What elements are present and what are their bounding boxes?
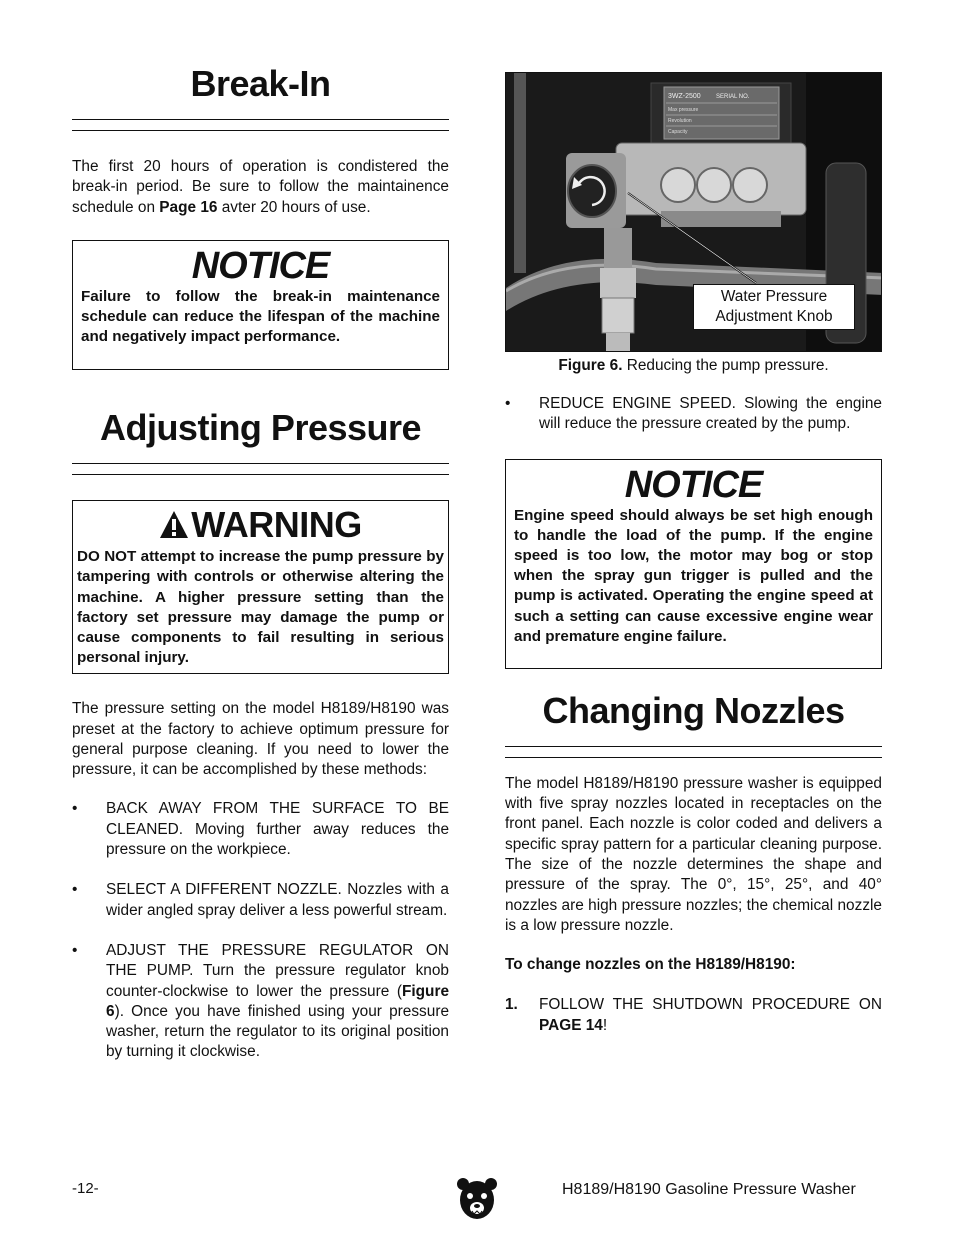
figure-6-photo xyxy=(505,72,882,352)
warning-heading xyxy=(77,503,444,547)
pump-label-model: 3WZ-2500 xyxy=(668,93,701,100)
callout-water-pressure-knob xyxy=(693,284,855,330)
page-16-ref: Page 16 xyxy=(159,198,218,216)
break-in-title: Break-In xyxy=(190,63,331,104)
pressure-intro: The pressure setting on the model H8189/H8190 was preset at the factory to achieve optimum pressure for general purpose cleaning. If you need to lower the pressure, it can be accomplished by these methods: xyxy=(72,700,449,779)
step-number xyxy=(505,995,539,1036)
bear-logo-icon xyxy=(456,1176,498,1222)
left-column xyxy=(72,62,449,1063)
callout-line: Water Pressure xyxy=(720,288,828,305)
bullet-item xyxy=(72,880,449,921)
notice-heading: NOTICE xyxy=(191,245,330,288)
bullet-text: BACK AWAY FROM THE SURFACE TO BE CLEANED. Moving further away reduces the pressure on the workpiece. xyxy=(106,800,449,859)
step-text xyxy=(539,995,882,1036)
text-run: avter 20 hours of use. xyxy=(217,198,371,216)
bullet-item xyxy=(505,394,882,435)
changing-nozzles-title: Changing Nozzles xyxy=(542,689,845,731)
notice-box-engine-speed xyxy=(505,459,882,669)
warning-label: WARNING xyxy=(191,504,362,546)
bullet-item xyxy=(72,799,449,860)
step-item xyxy=(505,995,882,1036)
caption-text: Reducing the pump pressure. xyxy=(622,357,829,374)
break-in-paragraph xyxy=(72,157,449,218)
bullet-dot: • xyxy=(72,941,78,959)
bullet-dot: • xyxy=(72,881,78,899)
step-number-text: 1. xyxy=(505,996,518,1014)
warning-triangle-icon xyxy=(159,510,189,540)
section-rule xyxy=(72,463,449,475)
pump-label-row: Capacity xyxy=(668,129,688,135)
bullet-dot: • xyxy=(72,800,78,818)
right-column xyxy=(505,72,882,1036)
nozzles-subhead xyxy=(505,955,882,975)
product-name: H8189/H8190 Gasoline Pressure Washer xyxy=(562,1181,856,1198)
figure-label: Figure 6. xyxy=(558,357,623,374)
page-14-ref: PAGE 14 xyxy=(539,1016,603,1034)
adjusting-pressure-title: Adjusting Pressure xyxy=(99,407,422,449)
text-run: FOLLOW THE SHUTDOWN PROCEDURE ON xyxy=(539,996,882,1014)
figure-caption xyxy=(505,356,882,376)
warning-box xyxy=(72,500,449,674)
section-rule xyxy=(505,746,882,758)
bullet-text: SELECT A DIFFERENT NOZZLE. Nozzles with a wider angled spray deliver a less powerful stream. xyxy=(106,881,449,919)
notice-text: Failure to follow the break-in maintenance schedule can reduce the lifespan of the machine and negatively impact performance. xyxy=(81,288,440,346)
text-run: ADJUST THE PRESSURE REGULATOR ON THE PUMP. Turn the pressure regulator knob counter-clockwise to lower the pressure ( xyxy=(106,941,449,1000)
pump-label-row: Max pressure xyxy=(668,107,699,113)
subhead-text: To change nozzles on the H8189/H8190: xyxy=(505,956,796,974)
bullet-dot: • xyxy=(505,395,511,412)
bullet-text xyxy=(106,941,449,1063)
text-run: The first 20 hours of operation is condistered the break-in period. Be sure to follow the maintainence schedule on xyxy=(72,158,449,216)
section-rule xyxy=(72,119,449,131)
notice-box-break-in xyxy=(72,240,449,370)
callout-line: Adjustment Knob xyxy=(715,308,833,325)
notice-heading: NOTICE xyxy=(624,463,763,506)
text-run: ! xyxy=(602,1016,608,1034)
text-run: ). Once you have finished using your pressure washer, return the regulator to its original position by turning it clockwise. xyxy=(106,1002,449,1061)
bullet-text: REDUCE ENGINE SPEED. Slowing the engine will reduce the pressure created by the pump. xyxy=(539,395,882,433)
warning-text: DO NOT attempt to increase the pump pressure by tampering with controls or otherwise altering the machine. A higher pressure setting than the factory set pressure may damage the pump or cause components to fail resulting in serious personal injury. xyxy=(77,548,444,667)
nozzles-paragraph: The model H8189/H8190 pressure washer is equipped with five spray nozzles located in receptacles on the front panel. Each nozzle is color coded and delivers a specific spray pattern for a particular cleaning purpose. The size of the nozzle determines the shape and pressure of the spray. The 0°, 15°, 25°, and 40° nozzles are high pressure nozzles; the chemical nozzle is a low pressure nozzle. xyxy=(505,774,882,934)
notice-text: Engine speed should always be set high enough to handle the load of the pump. If the engine speed is too low, the motor may bog or stop when the spray gun trigger is pulled and the pump is activated. Operating the engine speed at such a setting can cause excessive engine wear and premature engine failure. xyxy=(514,506,873,645)
pump-label-row: Revolution xyxy=(668,118,692,124)
bullet-item xyxy=(72,941,449,1063)
pump-label-serial: SERIAL NO. xyxy=(716,94,750,100)
page-number: -12- xyxy=(72,1180,99,1197)
figure-6-ref: Figure 6 xyxy=(106,982,449,1020)
